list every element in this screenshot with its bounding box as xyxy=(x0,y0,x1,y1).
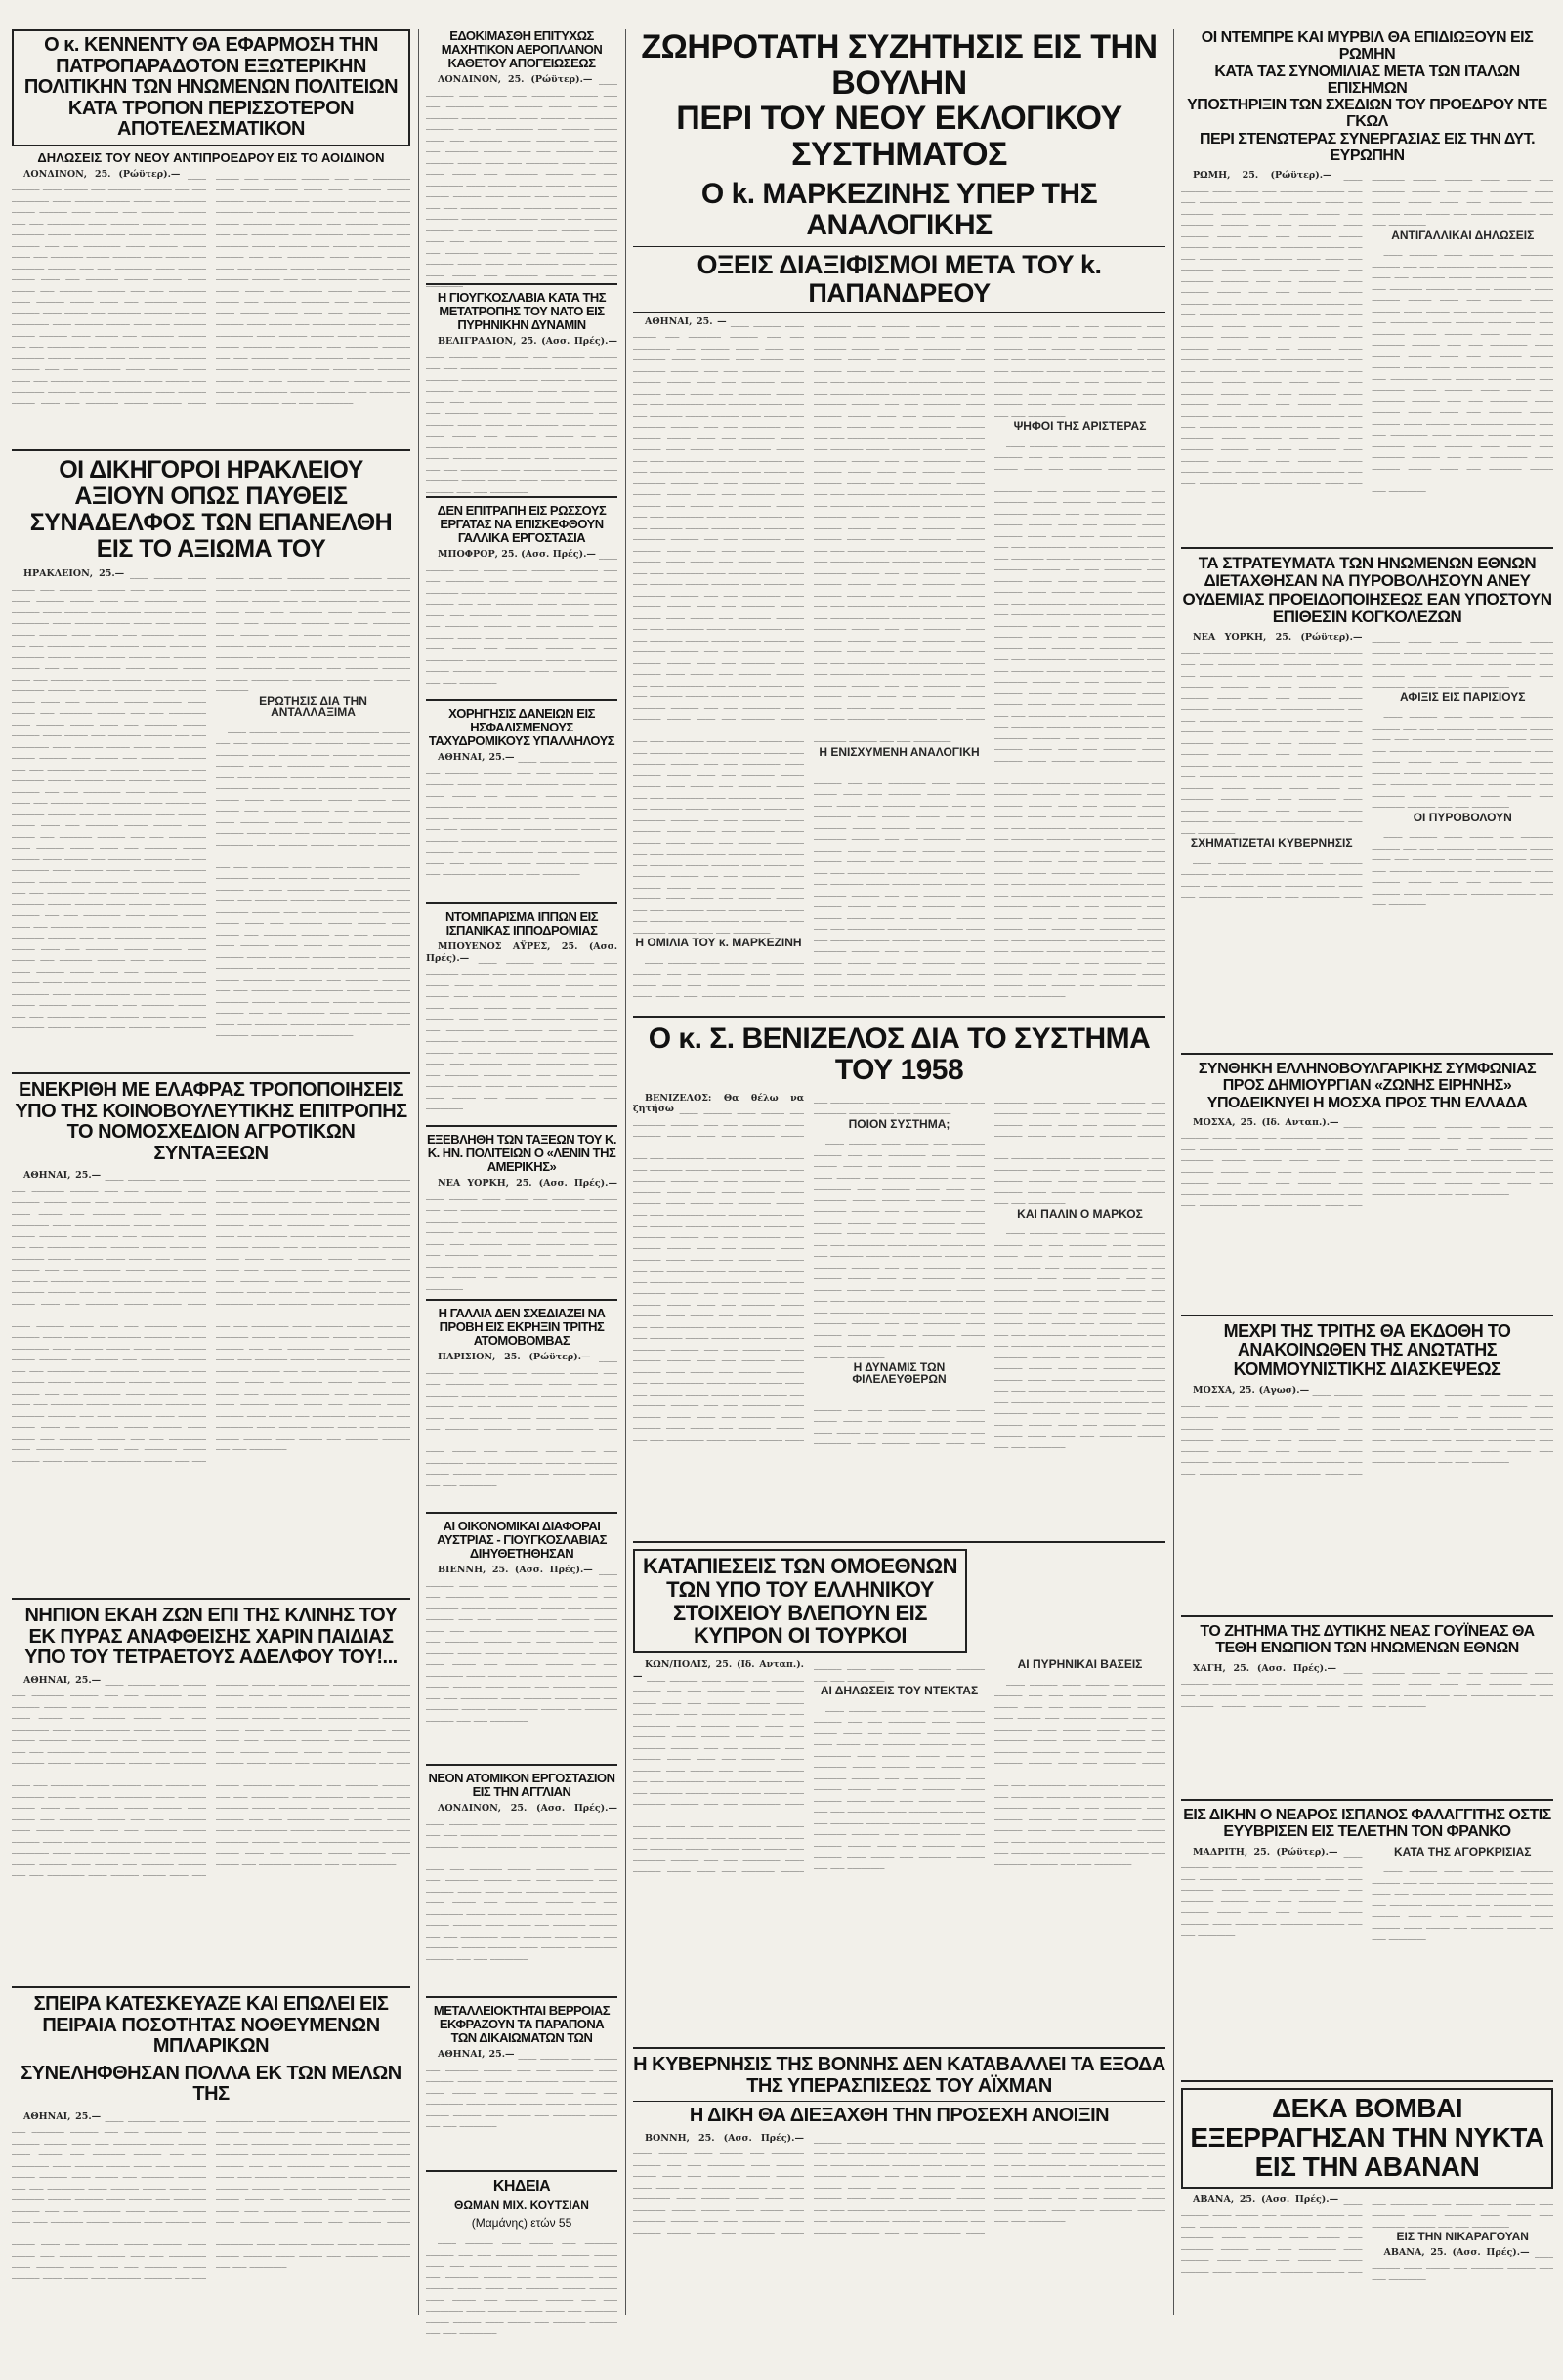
headline: ΚΑΤΑ ΤΑΣ ΣΥΝΟΜΙΛΙΑΣ ΜΕΤΑ ΤΩΝ ΙΤΑΛΩΝ ΕΠΙΣΗΜΩΝ xyxy=(1214,63,1520,97)
dateline: ΒΟΝΝΗ, 25. (Ασσ. Πρές).— xyxy=(645,2132,804,2144)
headline: Η ΔΙΚΗ ΘΑ ΔΙΕΞΑΧΘΗ ΤΗΝ ΠΡΟΣΕΧΗ ΑΝΟΙΞΙΝ xyxy=(689,2105,1110,2127)
dateline: ΑΘΗΝΑΙ, 25.— xyxy=(23,1674,102,1686)
story-spanish-falangist xyxy=(1181,1807,1553,2070)
dateline: ΛΟΝΔΙΝΟΝ, 25. (Ρώϋτερ).— xyxy=(438,74,593,86)
story-horse-doping xyxy=(426,910,617,1115)
story-parliament xyxy=(633,29,1165,1006)
dateline: ΑΘΗΝΑΙ, 25.— xyxy=(438,2049,515,2061)
subheadline: ΚΑΤΑ ΤΗΣ ΑΓΟΡΚΡΙΣΙΑΣ xyxy=(1394,1844,1532,1858)
article-body: ΚΩΝ/ΠΟΛΙΣ, 25. (Ιδ. Ανταπ.).— ____ ______ ____ _____ ___ _______ ______ ___ ___ ________ ____ ______ _____ ____ ___ _______ _____ ______ ____ _____ ___ _______ ______ ___ ___ ________ ____ ______ _____ ____ ___ _______ _____ ______ ____ _____ ___ _______ ______ ___ ___ ________ ____ ______ _____ ____ ___ _______ _____ ______ ____ _____ ___ _______ ______ ___ ___ ________ ____ ______ _____ ____ ___ _______ _____ ______ ____ _____ ___ _______ ______ ___ ___ ________ ____ ______ _____ ____ ___ _______ _____ ______ ____ _____ ___ _______ ______ ___ ___ ________ ____ ______ _____ ____ ___ _______ _____ ______ ____ _____ ___ _______ ______ ___ ___ ________ ____ ______ _____ ____ ___ _______ _____ ______ ____ _____ ___ _______ ______ ___ ___ ________ ΑΙ ΔΗΛΩΣΕΙΣ ΤΟΥ ΝΤΕΚΤΑΣ ____ ______ ____ _____ ___ _______ ______ ___ ___ ________ ____ ______ _____ ____ ___ _______ _____ ______ ____ _____ ___ _______ ______ ___ ___ ________ ____ ______ _____ ____ ___ _______ _____ ______ ____ _____ ___ _______ ______ ___ ___ ________ ____ ______ _____ ____ ___ _______ _____ ______ ____ _____ ___ _______ ______ ___ ___ ________ ____ ______ _____ ____ ___ _______ _____ ______ ____ _____ ___ _______ ______ ___ ___ ________ ____ ______ _____ ____ ___ _______ _____ ______ ____ _____ ___ _______ ______ ___ ___ ________ ΑΙ ΠΥΡΗΝΙΚΑΙ ΒΑΣΕΙΣ ____ ______ ____ _____ ___ _______ ______ ___ ___ ________ ____ ______ _____ ____ ___ _______ _____ ______ ____ _____ ___ _______ ______ ___ ___ ________ ____ ______ _____ ____ ___ _______ _____ ______ ____ _____ ___ _______ ______ ___ ___ ________ ____ ______ _____ ____ ___ _______ _____ ______ ____ _____ ___ _______ ______ ___ ___ ________ ____ ______ _____ ____ ___ _______ _____ ______ ____ _____ ___ _______ ______ ___ ___ ________ ____ ______ _____ ____ ___ _______ _____ ______ ____ _____ ___ _______ ______ ___ ___ ________ ____ ______ _____ ____ ___ _______ _____ ______ ____ _____ ___ _______ ______ ___ ___ ________ xyxy=(633,1657,1165,1872)
story-atomic-factory xyxy=(426,1772,617,1986)
subheadline: ΣΧΗΜΑΤΙΖΕΤΑΙ ΚΥΒΕΡΝΗΣΙΣ xyxy=(1190,836,1353,851)
story-venizelos xyxy=(633,1023,1165,1531)
subheadline: ΑΝΤΙΓΑΛΛΙΚΑΙ ΔΗΛΩΣΕΙΣ xyxy=(1391,228,1535,242)
dateline: ΑΒΑΝΑ, 25. (Ασσ. Πρές).— xyxy=(1383,2246,1530,2258)
headline: ΠΕΡΙ ΣΤΕΝΩΤΕΡΑΣ ΣΥΝΕΡΓΑΣΙΑΣ ΕΙΣ ΤΗΝ ΔΥΤ. ΕΥΡΩΠΗΝ xyxy=(1199,130,1536,164)
subheadline: ΨΗΦΟΙ ΤΗΣ ΑΡΙΣΤΕΡΑΣ xyxy=(1013,419,1147,434)
article-body: ΑΘΗΝΑΙ, 25.— ____ ______ ____ _____ ___ _______ ______ ___ ___ ________ ____ ______ _____ ____ ___ _______ _____ ______ ____ _____ ___ _______ ______ ___ ___ ________ ____ ______ _____ ____ ___ _______ _____ ______ ____ _____ ___ _______ ______ ___ ___ ________ ____ ______ _____ ____ ___ _______ _____ ______ ____ _____ ___ _______ ______ ___ ___ ________ ____ ______ _____ ____ ___ _______ _____ ______ ____ _____ ___ _______ ______ ___ ___ ________ ____ ______ _____ ____ ___ _______ _____ ______ ____ _____ ___ _______ ______ ___ ___ ________ ____ ______ _____ ____ ___ _______ _____ ______ ____ _____ ___ _______ ______ ___ ___ ________ ____ ______ _____ ____ ___ _______ _____ ______ ____ _____ ___ _______ ______ ___ ___ ________ ____ ______ _____ ____ ___ _______ _____ ______ ____ _____ ___ _______ ______ ___ ___ ________ ____ ______ _____ ____ ___ _______ _____ ______ ____ _____ ___ _______ ______ ___ ___ ________ ____ ______ _____ ____ ___ _______ _____ ______ ____ _____ ___ _______ ______ ___ ___ ________ ____ ______ _____ ____ ___ _______ _____ ______ ____ _____ ___ _______ ______ ___ ___ ________ ____ ______ _____ ____ ___ _______ _____ ______ ____ _____ ___ _______ ______ ___ ___ ________ xyxy=(12,2110,410,2279)
story-piraeus-ring xyxy=(12,1994,410,2346)
article-body: ΒΕΛΙΓΡΑΔΙΟΝ, 25. (Ασσ. Πρές).— ____ ______ ____ _____ ___ _______ ______ ___ ___ ________ ____ ______ _____ ____ ___ _______ _____ ______ ____ _____ ___ _______ ______ ___ ___ ________ ____ ______ _____ ____ ___ _______ _____ ______ ____ _____ ___ _______ ______ ___ ___ ________ ____ ______ _____ ____ ___ _______ _____ ______ ____ _____ ___ _______ ______ ___ ___ ________ ____ ______ _____ ____ ___ _______ _____ ______ ____ _____ ___ _______ ______ ___ ___ ________ ____ ______ _____ ____ ___ _______ _____ ______ ____ _____ ___ _______ ______ ___ ___ ________ xyxy=(426,336,617,493)
article-body: ΑΘΗΝΑΙ, 25.— ____ ______ ____ _____ ___ _______ ______ ___ ___ ________ ____ ______ _____ ____ ___ _______ _____ ______ ____ _____ ___ _______ ______ ___ ___ ________ ____ ______ _____ ____ ___ _______ _____ ______ ____ _____ ___ _______ ______ ___ ___ ________ ____ ______ _____ ____ ___ _______ _____ ______ ____ _____ ___ _______ ______ ___ ___ ________ ____ ______ _____ ____ ___ _______ _____ ______ ____ _____ ___ _______ ______ ___ ___ ________ ____ ______ _____ ____ ___ _______ _____ ______ ____ _____ ___ _______ ______ ___ ___ ________ ____ ______ _____ ____ ___ _______ _____ ______ ____ _____ ___ _______ ______ ___ ___ ________ ____ ______ _____ ____ ___ _______ _____ ______ ____ _____ ___ _______ ______ ___ ___ ________ ____ ______ _____ ____ ___ _______ _____ ______ ____ _____ ___ _______ ______ ___ ___ ________ ____ ______ _____ ____ ___ _______ _____ ______ ____ _____ ___ _______ ______ ___ ___ ________ ____ ______ _____ ____ ___ _______ _____ ______ ____ _____ ___ _______ ______ ___ ___ ________ ____ ______ _____ ____ ___ _______ _____ ______ ____ _____ ___ _______ ______ ___ ___ ________ ____ ______ _____ ____ ___ _______ _____ ______ ____ _____ ___ _______ ______ ___ ___ ________ ____ ______ _____ ____ ___ _______ _____ ______ ____ _____ ___ _______ ______ ___ ___ ________ ____ ______ _____ ____ ___ _______ _____ ______ ____ _____ ___ _______ ______ ___ ___ ________ ____ ______ _____ ____ ___ _______ _____ ______ ____ _____ ___ _______ ______ ___ ___ ________ xyxy=(12,1674,410,1877)
headline: ΝΤΟΜΠΑΡΙΣΜΑ ΙΠΠΩΝ ΕΙΣ ΙΣΠΑΝΙΚΑΣ ΙΠΠΟΔΡΟΜΙΑΣ xyxy=(444,909,599,939)
story-bonn xyxy=(633,2055,1165,2338)
headline: Η ΓΑΛΛΙΑ ΔΕΝ ΣΧΕΔΙΑΖΕΙ ΝΑ ΠΡΟΒΗ ΕΙΣ ΕΚΡΗΞΙΝ ΤΡΙΤΗΣ ΑΤΟΜΟΒΟΜΒΑΣ xyxy=(438,1306,606,1349)
article-body: ΛΟΝΔΙΝΟΝ, 25. (Ρώϋτερ).— ____ ______ ____ _____ ___ _______ ______ ___ ___ ________ ____ ______ _____ ____ ___ _______ _____ ______ ____ _____ ___ _______ ______ ___ ___ ________ ____ ______ _____ ____ ___ _______ _____ ______ ____ _____ ___ _______ ______ ___ ___ ________ ____ ______ _____ ____ ___ _______ _____ ______ ____ _____ ___ _______ ______ ___ ___ ________ ____ ______ _____ ____ ___ _______ _____ ______ ____ _____ ___ _______ ______ ___ ___ ________ ____ ______ _____ ____ ___ _______ _____ ______ ____ _____ ___ _______ ______ ___ ___ ________ ____ ______ _____ ____ ___ _______ _____ ______ ____ _____ ___ _______ ______ ___ ___ ________ ____ ______ _____ ____ ___ _______ _____ ______ ____ _____ ___ _______ ______ ___ ___ ________ ____ ______ _____ ____ ___ _______ _____ ______ ____ _____ ___ _______ ______ ___ ___ ________ ____ ______ _____ ____ ___ _______ _____ ______ ____ _____ ___ _______ ______ ___ ___ ________ ____ ______ _____ ____ ___ _______ _____ ______ ____ _____ ___ _______ ______ ___ ___ ________ ____ ______ _____ ____ ___ _______ _____ ______ ____ _____ ___ _______ ______ ___ ___ ________ ____ ______ _____ ____ ___ _______ _____ ______ ____ _____ ___ _______ ______ ___ ___ ________ ____ ______ _____ ____ ___ _______ _____ ______ ____ _____ ___ _______ ______ ___ ___ ________ ____ ______ _____ ____ ___ _______ _____ ______ ____ _____ ___ _______ ______ ___ ___ ________ ____ ______ _____ ____ ___ _______ _____ ______ ____ _____ ___ _______ ______ ___ ___ ________ ____ ______ _____ ____ ___ _______ _____ ______ ____ _____ ___ _______ ______ ___ ___ ________ ____ ______ _____ ____ ___ _______ _____ ______ ____ _____ ___ _______ ______ ___ ___ ________ ____ ______ _____ ____ ___ _______ _____ ______ ____ _____ ___ _______ ______ ___ ___ ________ xyxy=(12,168,410,404)
subheadline: ΑΦΙΞΙΣ ΕΙΣ ΠΑΡΙΣΙΟΥΣ xyxy=(1400,689,1526,704)
dateline: ΑΘΗΝΑΙ, 25.— xyxy=(438,752,515,764)
dateline: ΠΑΡΙΣΙΟΝ, 25. (Ρώϋτερ).— xyxy=(438,1352,591,1363)
article-body: ΜΠΟΦΡΟΡ, 25. (Ασσ. Πρές).— ____ ______ ____ _____ ___ _______ ______ ___ ___ ________ ____ ______ _____ ____ ___ _______ _____ ______ ____ _____ ___ _______ ______ ___ ___ ________ ____ ______ _____ ____ ___ _______ _____ ______ ____ _____ ___ _______ ______ ___ ___ ________ ____ ______ _____ ____ ___ _______ _____ ______ ____ _____ ___ _______ ______ ___ ___ ________ ____ ______ _____ ____ ___ _______ _____ ______ ____ _____ ___ _______ ______ ___ ___ ________ xyxy=(426,549,617,684)
story-lenin-america xyxy=(426,1133,617,1289)
story-aircraft xyxy=(426,28,617,288)
dateline: ΝΕΑ ΥΟΡΚΗ, 25. (Ασσ. Πρές).— xyxy=(438,1178,617,1190)
subheadline: Η ΔΥΝΑΜΙΣ ΤΩΝ ΦΙΛΕΛΕΥΘΕΡΩΝ xyxy=(852,1360,947,1386)
headline: Ο κ. ΚΕΝΝΕΝΤΥ ΘΑ ΕΦΑΡΜΟΣΗ ΤΗΝ ΠΑΤΡΟΠΑΡΑΔΟΤΟΝ ΕΞΩΤΕΡΙΚΗΝ ΠΟΛΙΤΙΚΗΝ ΤΩΝ ΗΝΩΜΕΝΩΝ ΠΟΛΙΤΕΙΩΝ ΚΑΤΑ ΤΡΟΠΟΝ ΠΕΡΙΣΣΟΤΕΡΟΝ ΑΠΟΤΕΛΕΣΜΑΤΙΚΟΝ xyxy=(12,29,410,146)
headline: Η ΚΥΒΕΡΝΗΣΙΣ ΤΗΣ ΒΟΝΝΗΣ ΔΕΝ ΚΑΤΑΒΑΛΛΕΙ ΤΑ ΕΞΟΔΑ ΤΗΣ ΥΠΕΡΑΣΠΙΣΕΩΣ ΤΟΥ ΑΪΧΜΑΝ xyxy=(633,2055,1165,2102)
subheadline: ΚΑΙ ΠΑΛΙΝ Ο ΜΑΡΚΟΣ xyxy=(1017,1206,1143,1221)
story-austria-yugoslavia xyxy=(426,1520,617,1754)
headline: ΟΙ ΝΤΕΜΠΡΕ ΚΑΙ ΜΥΡΒΙΛ ΘΑ ΕΠΙΔΙΩΞΟΥΝ ΕΙΣ ΡΩΜΗΝ xyxy=(1201,29,1534,63)
subheadline: ΕΙΣ ΤΗΝ ΝΙΚΑΡΑΓΟΥΑΝ xyxy=(1396,2230,1529,2244)
story-veria-miners xyxy=(426,2004,617,2160)
article-body: ΑΘΗΝΑΙ, 25.— ____ ______ ____ _____ ___ _______ ______ ___ ___ ________ ____ ______ _____ ____ ___ _______ _____ ______ ____ _____ ___ _______ ______ ___ ___ ________ ____ ______ _____ ____ ___ _______ _____ ______ ____ _____ ___ _______ ______ ___ ___ ________ ____ ______ _____ ____ ___ _______ _____ ______ ____ _____ ___ _______ ______ ___ ___ ________ ____ ______ _____ ____ ___ _______ _____ ______ ____ _____ ___ _______ ______ ___ ___ ________ ____ ______ _____ ____ ___ _______ _____ ______ ____ _____ ___ _______ ______ ___ ___ ________ ____ ______ _____ ____ ___ _______ _____ ______ ____ _____ ___ _______ ______ ___ ___ ________ ____ ______ _____ ____ ___ _______ _____ ______ ____ _____ ___ _______ ______ ___ ___ ________ ____ ______ _____ ____ ___ _______ _____ ______ ____ _____ ___ _______ ______ ___ ___ ________ ____ ______ _____ ____ ___ _______ _____ ______ ____ _____ ___ _______ ______ ___ ___ ________ ____ ______ _____ ____ ___ _______ _____ ______ ____ _____ ___ _______ ______ ___ ___ ________ ____ ______ _____ ____ ___ _______ _____ ______ ____ _____ ___ _______ ______ ___ ___ ________ ____ ______ _____ ____ ___ _______ _____ ______ ____ _____ ___ _______ ______ ___ ___ ________ ____ ______ _____ ____ ___ _______ _____ ______ ____ _____ ___ _______ ______ ___ ___ ________ ____ ______ _____ ____ ___ _______ _____ ______ ____ _____ ___ _______ ______ ___ ___ ________ ____ ______ _____ ____ ___ _______ _____ ______ ____ _____ ___ _______ ______ ___ ___ ________ ____ ______ _____ ____ ___ _______ _____ ______ ____ _____ ___ _______ ______ ___ ___ ________ ____ ______ _____ ____ ___ _______ _____ ______ ____ _____ ___ _______ ______ ___ ___ ________ ____ ______ _____ ____ ___ _______ _____ ______ ____ _____ ___ _______ ______ ___ ___ ________ ____ ______ _____ ____ ___ _______ _____ ______ ____ _____ ___ _______ ______ ___ ___ ________ ____ ______ _____ ____ ___ _______ _____ ______ ____ _____ ___ _______ ______ ___ ___ ________ ____ ______ _____ ____ ___ _______ _____ ______ ____ _____ ___ _______ ______ ___ ___ ________ ____ ______ _____ ____ ___ _______ _____ ______ ____ _____ ___ _______ ______ ___ ___ ________ xyxy=(12,1170,410,1462)
dateline: ΒΕΝΙΖΕΛΟΣ: Θα θέλω να ζητήσω xyxy=(633,1092,804,1115)
article-body: ΠΑΡΙΣΙΟΝ, 25. (Ρώϋτερ).— ____ ______ ____ _____ ___ _______ ______ ___ ___ ________ ____ ______ _____ ____ ___ _______ _____ ______ ____ _____ ___ _______ ______ ___ ___ ________ ____ ______ _____ ____ ___ _______ _____ ______ ____ _____ ___ _______ ______ ___ ___ ________ ____ ______ _____ ____ ___ _______ _____ ______ ____ _____ ___ _______ ______ ___ ___ ________ ____ ______ _____ ____ ___ _______ _____ ______ ____ _____ ___ _______ ______ ___ ___ ________ xyxy=(426,1352,617,1486)
headline: ΜΕΧΡΙ ΤΗΣ ΤΡΙΤΗΣ ΘΑ ΕΚΔΟΘΗ ΤΟ ΑΝΑΚΟΙΝΩΘΕΝ ΤΗΣ ΑΝΩΤΑΤΗΣ ΚΟΜΜΟΥΝΙΣΤΙΚΗΣ ΔΙΑΣΚΕΨΕΩΣ xyxy=(1223,1321,1511,1379)
subheadline: ΣΥΝΕΛΗΦΘΗΣΑΝ ΠΟΛΛΑ ΕΚ ΤΩΝ ΜΕΛΩΝ ΤΗΣ xyxy=(21,2062,401,2106)
story-russian-workers xyxy=(426,504,617,689)
story-heraklion-lawyers xyxy=(12,457,410,1063)
column-rule xyxy=(625,29,626,2315)
article-body: ΒΕΝΙΖΕΛΟΣ: Θα θέλω να ζητήσω ____ ______ ____ _____ ___ _______ ______ ___ ___ ________ ____ ______ _____ ____ ___ _______ _____ ______ ____ _____ ___ _______ ______ ___ ___ ________ ____ ______ _____ ____ ___ _______ _____ ______ ____ _____ ___ _______ ______ ___ ___ ________ ____ ______ _____ ____ ___ _______ _____ ______ ____ _____ ___ _______ ______ ___ ___ ________ ____ ______ _____ ____ ___ _______ _____ ______ ____ _____ ___ _______ ______ ___ ___ ________ ____ ______ _____ ____ ___ _______ _____ ______ ____ _____ ___ _______ ______ ___ ___ ________ ____ ______ _____ ____ ___ _______ _____ ______ ____ _____ ___ _______ ______ ___ ___ ________ ____ ______ _____ ____ ___ _______ _____ ______ ____ _____ ___ _______ ______ ___ ___ ________ ____ ______ _____ ____ ___ _______ _____ ______ ____ _____ ___ _______ ______ ___ ___ ________ ____ ______ _____ ____ ___ _______ _____ ______ ____ _____ ___ _______ ______ ___ ___ ________ ____ ______ _____ ____ ___ _______ _____ ______ ____ _____ ___ _______ ______ ___ ___ ________ ____ ______ _____ ____ ___ _______ _____ ______ ____ _____ ___ _______ ______ ___ ___ ________ ____ ______ _____ ____ ___ _______ _____ ______ ____ _____ ___ _______ ______ ___ ___ ________ ΠΟΙΟΝ ΣΥΣΤΗΜΑ; ____ ______ ____ _____ ___ _______ ______ ___ ___ ________ ____ ______ _____ ____ ___ _______ _____ ______ ____ _____ ___ _______ ______ ___ ___ ________ ____ ______ _____ ____ ___ _______ _____ ______ ____ _____ ___ _______ ______ ___ ___ ________ ____ ______ _____ ____ ___ _______ _____ ______ ____ _____ ___ _______ ______ ___ ___ ________ ____ ______ _____ ____ ___ _______ _____ ______ ____ _____ ___ _______ ______ ___ ___ ________ ____ ______ _____ ____ ___ _______ _____ ______ ____ _____ ___ _______ ______ ___ ___ ________ ____ ______ _____ ____ ___ _______ _____ ______ ____ _____ ___ _______ ______ ___ ___ ________ ____ ______ _____ ____ ___ _______ _____ ______ ____ _____ ___ _______ ______ ___ ___ ________ Η ΔΥΝΑΜΙΣ ΤΩΝ ΦΙΛΕΛΕΥΘΕΡΩΝ ____ ______ ____ _____ ___ _______ ______ ___ ___ ________ ____ ______ _____ ____ ___ _______ _____ ______ ____ _____ ___ _______ ______ ___ ___ ________ ____ ______ _____ ____ ___ _______ _____ ______ ____ _____ ___ _______ ______ ___ ___ ________ ____ ______ _____ ____ ___ _______ _____ ______ ____ _____ ___ _______ ______ ___ ___ ________ ____ ______ _____ ____ ___ _______ _____ ______ ____ _____ ___ _______ ______ ___ ___ ________ ____ ______ _____ ____ ___ _______ _____ ______ ____ _____ ___ _______ ______ ___ ___ ________ ΚΑΙ ΠΑΛΙΝ Ο ΜΑΡΚΟΣ ____ ______ ____ _____ ___ _______ ______ ___ ___ ________ ____ ______ _____ ____ ___ _______ _____ ______ ____ _____ ___ _______ ______ ___ ___ ________ ____ ______ _____ ____ ___ _______ _____ ______ ____ _____ ___ _______ ______ ___ ___ ________ ____ ______ _____ ____ ___ _______ _____ ______ ____ _____ ___ _______ ______ ___ ___ ________ ____ ______ _____ ____ ___ _______ _____ ______ ____ _____ ___ _______ ______ ___ ___ ________ ____ ______ _____ ____ ___ _______ _____ ______ ____ _____ ___ _______ ______ ___ ___ ________ ____ ______ _____ ____ ___ _______ _____ ______ ____ _____ ___ _______ ______ ___ ___ ________ ____ ______ _____ ____ ___ _______ _____ ______ ____ _____ ___ _______ ______ ___ ___ ________ xyxy=(633,1092,1165,1448)
dateline: ΧΑΓΗ, 25. (Ασσ. Πρές).— xyxy=(1193,1662,1336,1674)
article-body: ____ ______ ____ _____ ___ _______ ______ ___ ___ ________ ____ ______ _____ ____ ___ _______ _____ ______ ____ _____ ___ _______ ______ ___ ___ ________ ____ ______ _____ ____ ___ _______ _____ ______ ____ _____ ___ _______ ______ ___ ___ ________ ____ ______ _____ ____ ___ _______ _____ ______ ____ _____ ___ _______ ______ ___ ___ ________ xyxy=(426,2234,617,2335)
headline: ΕΝΕΚΡΙΘΗ ΜΕ ΕΛΑΦΡΑΣ ΤΡΟΠΟΠΟΙΗΣΕΙΣ ΥΠΟ ΤΗΣ ΚΟΙΝΟΒΟΥΛΕΥΤΙΚΗΣ ΕΠΙΤΡΟΠΗΣ ΤΟ ΝΟΜΟΣΧΕΔΙΟΝ ΑΓΡΟΤΙΚΩΝ ΣΥΝΤΑΞΕΩΝ xyxy=(15,1079,407,1164)
obituary xyxy=(426,2178,617,2354)
dateline: ΝΕΑ ΥΟΡΚΗ, 25. (Ρώϋτερ).— xyxy=(1193,632,1363,644)
article-body: ΜΠΟΥΕΝΟΣ ΑΫΡΕΣ, 25. (Ασσ. Πρές).— ____ ______ ____ _____ ___ _______ ______ ___ ___ ________ ____ ______ _____ ____ ___ _______ _____ ______ ____ _____ ___ _______ ______ ___ ___ ________ ____ ______ _____ ____ ___ _______ _____ ______ ____ _____ ___ _______ ______ ___ ___ ________ ____ ______ _____ ____ ___ _______ _____ ______ ____ _____ ___ _______ ______ ___ ___ ________ ____ ______ _____ ____ ___ _______ _____ ______ ____ _____ ___ _______ ______ ___ ___ ________ ____ ______ _____ ____ ___ _______ _____ ______ ____ _____ ___ _______ ______ ___ ___ ________ xyxy=(426,941,617,1110)
story-communist-conference xyxy=(1181,1322,1553,1606)
dateline: ΜΠΟΥΕΝΟΣ ΑΫΡΕΣ, 25. (Ασσ. Πρές).— xyxy=(426,941,617,964)
story-un-troops xyxy=(1181,555,1553,1043)
story-kennedy xyxy=(12,29,410,439)
obituary-name: ΘΩΜΑΝ ΜΙΧ. ΚΟΥΤΣΙΑΝ xyxy=(454,2198,589,2213)
subheadline: Η ΕΝΙΣΧΥΜΕΝΗ ΑΝΑΛΟΓΙΚΗ xyxy=(819,744,980,759)
subheadline: ΠΟΙΟΝ ΣΥΣΤΗΜΑ; xyxy=(848,1116,950,1131)
headline: Η ΓΙΟΥΓΚΟΣΛΑΒΙΑ ΚΑΤΑ ΤΗΣ ΜΕΤΑΤΡΟΠΗΣ ΤΟΥ ΝΑΤΟ ΕΙΣ ΠΥΡΗΝΙΚΗΝ ΔΥΝΑΜΙΝ xyxy=(437,290,607,333)
headline: ΟΙ ΔΙΚΗΓΟΡΟΙ ΗΡΑΚΛΕΙΟΥ ΑΞΙΟΥΝ ΟΠΩΣ ΠΑΥΘΕΙΣ ΣΥΝΑΔΕΛΦΟΣ ΤΩΝ ΕΠΑΝΕΛΘΗ ΕΙΣ ΤΟ ΑΞΙΩΜΑ ΤΟΥ xyxy=(29,456,393,563)
story-peace-zone xyxy=(1181,1061,1553,1305)
dateline: ΗΡΑΚΛΕΙΟΝ, 25.— xyxy=(23,568,125,579)
obituary-age: (Μαμάνης) ετών 55 xyxy=(471,2216,572,2231)
dateline: ΛΟΝΔΙΝΟΝ, 25. (Ρώϋτερ).— xyxy=(23,168,181,180)
headline: ΧΟΡΗΓΗΣΙΣ ΔΑΝΕΙΩΝ ΕΙΣ ΗΣΦΑΛΙΣΜΕΝΟΥΣ ΤΑΧΥΔΡΟΜΙΚΟΥΣ ΥΠΑΛΛΗΛΟΥΣ xyxy=(428,706,615,749)
headline: ΚΗΔΕΙΑ xyxy=(492,2178,551,2194)
headline: ΔΕΝ ΕΠΙΤΡΑΠΗ ΕΙΣ ΡΩΣΣΟΥΣ ΕΡΓΑΤΑΣ ΝΑ ΕΠΙΣΚΕΦΘΟΥΝ ΓΑΛΛΙΚΑ ΕΡΓΟΣΤΑΣΙΑ xyxy=(437,503,607,546)
article-body: ΝΕΑ ΥΟΡΚΗ, 25. (Ρώϋτερ).— ____ ______ ____ _____ ___ _______ ______ ___ ___ ________ ____ ______ _____ ____ ___ _______ _____ ______ ____ _____ ___ _______ ______ ___ ___ ________ ____ ______ _____ ____ ___ _______ _____ ______ ____ _____ ___ _______ ______ ___ ___ ________ ____ ______ _____ ____ ___ _______ _____ ______ ____ _____ ___ _______ ______ ___ ___ ________ ____ ______ _____ ____ ___ _______ _____ ______ ____ _____ ___ _______ ______ ___ ___ ________ ____ ______ _____ ____ ___ _______ _____ ______ ____ _____ ___ _______ ______ ___ ___ ________ ____ ______ _____ ____ ___ _______ _____ ______ ____ _____ ___ _______ ______ ___ ___ ________ ΣΧΗΜΑΤΙΖΕΤΑΙ ΚΥΒΕΡΝΗΣΙΣ ____ ______ ____ _____ ___ _______ ______ ___ ___ ________ ____ ______ _____ ____ ___ _______ _____ ______ ____ _____ ___ _______ ______ ___ ___ ________ ____ ______ _____ ____ ___ _______ _____ ______ ____ _____ ___ _______ ______ ___ ___ ________ ____ ______ _____ ____ ___ _______ _____ ______ ____ _____ ___ _______ ______ ___ ___ ________ ΑΦΙΞΙΣ ΕΙΣ ΠΑΡΙΣΙΟΥΣ ____ ______ ____ _____ ___ _______ ______ ___ ___ ________ ____ ______ _____ ____ ___ _______ _____ ______ ____ _____ ___ _______ ______ ___ ___ ________ ____ ______ _____ ____ ___ _______ _____ ______ ____ _____ ___ _______ ______ ___ ___ ________ ____ ______ _____ ____ ___ _______ _____ ______ ____ _____ ___ _______ ______ ___ ___ ________ ΟΙ ΠΥΡΟΒΟΛΟΥΝ ____ ______ ____ _____ ___ _______ ______ ___ ___ ________ ____ ______ _____ ____ ___ _______ _____ ______ ____ _____ ___ _______ ______ ___ ___ ________ ____ ______ _____ ____ ___ _______ _____ ______ ____ _____ ___ _______ ______ ___ ___ ________ xyxy=(1181,632,1553,906)
story-havana-bombs xyxy=(1181,2088,1553,2371)
article-body: ΡΩΜΗ, 25. (Ρώϋτερ).— ____ ______ ____ _____ ___ _______ ______ ___ ___ ________ ____ ______ _____ ____ ___ _______ _____ ______ ____ _____ ___ _______ ______ ___ ___ ________ ____ ______ _____ ____ ___ _______ _____ ______ ____ _____ ___ _______ ______ ___ ___ ________ ____ ______ _____ ____ ___ _______ _____ ______ ____ _____ ___ _______ ______ ___ ___ ________ ____ ______ _____ ____ ___ _______ _____ ______ ____ _____ ___ _______ ______ ___ ___ ________ ____ ______ _____ ____ ___ _______ _____ ______ ____ _____ ___ _______ ______ ___ ___ ________ ____ ______ _____ ____ ___ _______ _____ ______ ____ _____ ___ _______ ______ ___ ___ ________ ____ ______ _____ ____ ___ _______ _____ ______ ____ _____ ___ _______ ______ ___ ___ ________ ____ ______ _____ ____ ___ _______ _____ ______ ____ _____ ___ _______ ______ ___ ___ ________ ____ ______ _____ ____ ___ _______ _____ ______ ____ _____ ___ _______ ______ ___ ___ ________ ____ ______ _____ ____ ___ _______ _____ ______ ____ _____ ___ _______ ______ ___ ___ ________ ____ ______ _____ ____ ___ _______ _____ ______ ____ _____ ___ _______ ______ ___ ___ ________ ____ ______ _____ ____ ___ _______ _____ ______ ____ _____ ___ _______ ______ ___ ___ ________ ΑΝΤΙΓΑΛΛΙΚΑΙ ΔΗΛΩΣΕΙΣ ____ ______ ____ _____ ___ _______ ______ ___ ___ ________ ____ ______ _____ ____ ___ _______ _____ ______ ____ _____ ___ _______ ______ ___ ___ ________ ____ ______ _____ ____ ___ _______ _____ ______ ____ _____ ___ _______ ______ ___ ___ ________ ____ ______ _____ ____ ___ _______ _____ ______ ____ _____ ___ _______ ______ ___ ___ ________ ____ ______ _____ ____ ___ _______ _____ ______ ____ _____ ___ _______ ______ ___ ___ ________ ____ ______ _____ ____ ___ _______ _____ ______ ____ _____ ___ _______ ______ ___ ___ ________ ____ ______ _____ ____ ___ _______ _____ ______ ____ _____ ___ _______ ______ ___ ___ ________ ____ ______ _____ ____ ___ _______ _____ ______ ____ _____ ___ _______ ______ ___ ___ ________ ____ ______ _____ ____ ___ _______ _____ ______ ____ _____ ___ _______ ______ ___ ___ ________ xyxy=(1181,170,1553,492)
subheadline: Η ΟΜΙΛΙΑ ΤΟΥ κ. ΜΑΡΚΕΖΙΝΗ xyxy=(635,936,802,950)
subheadline: ΑΙ ΠΥΡΗΝΙΚΑΙ ΒΑΣΕΙΣ xyxy=(1017,1657,1143,1671)
headline: ΕΔΟΚΙΜΑΣΘΗ ΕΠΙΤΥΧΩΣ ΜΑΧΗΤΙΚΟΝ ΑΕΡΟΠΛΑΝΟΝ ΚΑΘΕΤΟΥ ΑΠΟΓΕΙΩΣΕΩΣ xyxy=(441,28,603,71)
subheadline: ΑΙ ΔΗΛΩΣΕΙΣ ΤΟΥ ΝΤΕΚΤΑΣ xyxy=(820,1684,979,1697)
story-yugoslavia-nato xyxy=(426,290,617,493)
dateline: ΜΟΣΧΑ, 25. (Αγωσ).— xyxy=(1193,1385,1310,1397)
column-center xyxy=(633,29,1165,2315)
dateline: ΚΩΝ/ΠΟΛΙΣ, 25. (Ιδ. Ανταπ.).— xyxy=(633,1659,804,1682)
article-body: ΛΟΝΔΙΝΟΝ, 25. (Ρώϋτερ).— ____ ______ ____ _____ ___ _______ ______ ___ ___ ________ ____ ______ _____ ____ ___ _______ _____ ______ ____ _____ ___ _______ ______ ___ ___ ________ ____ ______ _____ ____ ___ _______ _____ ______ ____ _____ ___ _______ ______ ___ ___ ________ ____ ______ _____ ____ ___ _______ _____ ______ ____ _____ ___ _______ ______ ___ ___ ________ ____ ______ _____ ____ ___ _______ _____ ______ ____ _____ ___ _______ ______ ___ ___ ________ ____ ______ _____ ____ ___ _______ _____ ______ ____ _____ ___ _______ ______ ___ ___ ________ ____ ______ _____ ____ ___ _______ _____ ______ ____ _____ ___ _______ ______ ___ ___ ________ ____ ______ _____ ____ ___ _______ _____ ______ ____ _____ ___ _______ ______ ___ ___ ________ xyxy=(426,74,617,288)
headline: ΤΑ ΣΤΡΑΤΕΥΜΑΤΑ ΤΩΝ ΗΝΩΜΕΝΩΝ ΕΘΝΩΝ ΔΙΕΤΑΧΘΗΣΑΝ ΝΑ ΠΥΡΟΒΟΛΗΣΟΥΝ ΑΝΕΥ ΟΥΔΕΜΙΑΣ ΠΡΟΕΙΔΟΠΟΙΗΣΕΩΣ ΕΑΝ ΥΠΟΣΤΟΥΝ ΕΠΙΘΕΣΙΝ ΚΟΓΚΟΛΕΖΩΝ xyxy=(1182,554,1552,627)
dateline: ΒΙΕΝΝΗ, 25. (Ασσ. Πρές).— xyxy=(438,1565,593,1576)
headline: ΕΙΣ ΔΙΚΗΝ Ο ΝΕΑΡΟΣ ΙΣΠΑΝΟΣ ΦΑΛΑΓΓΙΤΗΣ ΟΣΤΙΣ ΕΥΥΒΡΙΣΕΝ ΕΙΣ ΤΕΛΕΤΗΝ ΤΟΝ ΦΡΑΝΚΟ xyxy=(1183,1807,1551,1841)
column-left xyxy=(12,29,410,2315)
column-rule xyxy=(1173,29,1174,2315)
headline: ΖΩΗΡΟΤΑΤΗ ΣΥΖΗΤΗΣΙΣ ΕΙΣ ΤΗΝ ΒΟΥΛΗΝ xyxy=(641,28,1158,102)
dateline: ΑΘΗΝΑΙ, 25.— xyxy=(23,2110,102,2122)
subheadline: ΕΡΩΤΗΣΙΣ ΔΙΑ ΤΗΝ ΑΝΤΑΛΛΑΞΙΜΑ xyxy=(259,693,367,719)
subheadline: ΔΗΛΩΣΕΙΣ ΤΟΥ ΝΕΟΥ ΑΝΤΙΠΡΟΕΔΡΟΥ ΕΙΣ ΤΟ ΑΟΙΔΙΝΟΝ xyxy=(37,149,385,165)
column-right xyxy=(1181,29,1553,2315)
article-body: ΜΟΣΧΑ, 25. (Ιδ. Ανταπ.).— ____ ______ ____ _____ ___ _______ ______ ___ ___ ________ ____ ______ _____ ____ ___ _______ _____ ______ ____ _____ ___ _______ ______ ___ ___ ________ ____ ______ _____ ____ ___ _______ _____ ______ ____ _____ ___ _______ ______ ___ ___ ________ ____ ______ _____ ____ ___ _______ _____ ______ ____ _____ ___ _______ ______ ___ ___ ________ ____ ______ _____ ____ ___ _______ _____ ______ ____ _____ ___ _______ ______ ___ ___ ________ ____ ______ _____ ____ ___ _______ _____ ______ ____ _____ ___ _______ ______ ___ ___ ________ xyxy=(1181,1116,1553,1207)
dateline: ΛΟΝΔΙΝΟΝ, 25. (Ασσ. Πρές).— xyxy=(438,1803,617,1815)
article-body: ΒΙΕΝΝΗ, 25. (Ασσ. Πρές).— ____ ______ ____ _____ ___ _______ ______ ___ ___ ________ ____ ______ _____ ____ ___ _______ _____ ______ ____ _____ ___ _______ ______ ___ ___ ________ ____ ______ _____ ____ ___ _______ _____ ______ ____ _____ ___ _______ ______ ___ ___ ________ ____ ______ _____ ____ ___ _______ _____ ______ ____ _____ ___ _______ ______ ___ ___ ________ ____ ______ _____ ____ ___ _______ _____ ______ ____ _____ ___ _______ ______ ___ ___ ________ ____ ______ _____ ____ ___ _______ _____ ______ ____ _____ ___ _______ ______ ___ ___ ________ xyxy=(426,1565,617,1722)
story-infant-fire xyxy=(12,1606,410,1977)
headline: ΠΕΡΙ ΤΟΥ ΝΕΟΥ ΕΚΛΟΓΙΚΟΥ ΣΥΣΤΗΜΑΤΟΣ xyxy=(676,100,1122,174)
headline: ΕΞΕΒΛΗΘΗ ΤΩΝ ΤΑΞΕΩΝ ΤΟΥ Κ. Κ. ΗΝ. ΠΟΛΙΤΕΙΩΝ Ο «ΛΕΝΙΝ ΤΗΣ ΑΜΕΡΙΚΗΣ» xyxy=(427,1132,616,1175)
headline: ΥΠΟΣΤΗΡΙΞΙΝ ΤΩΝ ΣΧΕΔΙΩΝ ΤΟΥ ΠΡΟΕΔΡΟΥ ΝΤΕ ΓΚΩΛ xyxy=(1187,97,1547,131)
article-body: ΑΘΗΝΑΙ, 25. — ____ ______ ____ _____ ___ _______ ______ ___ ___ ________ ____ ______ _____ ____ ___ _______ _____ ______ ____ _____ ___ _______ ______ ___ ___ ________ ____ ______ _____ ____ ___ _______ _____ ______ ____ _____ ___ _______ ______ ___ ___ ________ ____ ______ _____ ____ ___ _______ _____ ______ ____ _____ ___ _______ ______ ___ ___ ________ ____ ______ _____ ____ ___ _______ _____ ______ ____ _____ ___ _______ ______ ___ ___ ________ ____ ______ _____ ____ ___ _______ _____ ______ ____ _____ ___ _______ ______ ___ ___ ________ ____ ______ _____ ____ ___ _______ _____ ______ ____ _____ ___ _______ ______ ___ ___ ________ ____ ______ _____ ____ ___ _______ _____ ______ ____ _____ ___ _______ ______ ___ ___ ________ ____ ______ _____ ____ ___ _______ _____ ______ ____ _____ ___ _______ ______ ___ ___ ________ ____ ______ _____ ____ ___ _______ _____ ______ ____ _____ ___ _______ ______ ___ ___ ________ ____ ______ _____ ____ ___ _______ _____ ______ ____ _____ ___ _______ ______ ___ ___ ________ ____ ______ _____ ____ ___ _______ _____ ______ ____ _____ ___ _______ ______ ___ ___ ________ ____ ______ _____ ____ ___ _______ _____ ______ ____ _____ ___ _______ ______ ___ ___ ________ ____ ______ _____ ____ ___ _______ _____ ______ ____ _____ ___ _______ ______ ___ ___ ________ ____ ______ _____ ____ ___ _______ _____ ______ ____ _____ ___ _______ ______ ___ ___ ________ ____ ______ _____ ____ ___ _______ _____ ______ ____ _____ ___ _______ ______ ___ ___ ________ ____ ______ _____ ____ ___ _______ _____ ______ ____ _____ ___ _______ ______ ___ ___ ________ ____ ______ _____ ____ ___ _______ _____ ______ ____ _____ ___ _______ ______ ___ ___ ________ ____ ______ _____ ____ ___ _______ _____ ______ ____ _____ ___ _______ ______ ___ ___ ________ ____ ______ _____ ____ ___ _______ _____ ______ ____ _____ ___ _______ ______ ___ ___ ________ ____ ______ _____ ____ ___ _______ _____ ______ ____ _____ ___ _______ ______ ___ ___ ________ ____ ______ _____ ____ ___ _______ _____ ______ ____ _____ ___ _______ ______ ___ ___ ________ Η ΟΜΙΛΙΑ ΤΟΥ κ. ΜΑΡΚΕΖΙΝΗ ____ ______ ____ _____ ___ _______ ______ ___ ___ ________ ____ ______ _____ ____ ___ _______ _____ ______ ____ _____ ___ _______ ______ ___ ___ ________ ____ ______ _____ ____ ___ _______ _____ ______ ____ _____ ___ _______ ______ ___ ___ ________ ____ ______ _____ ____ ___ _______ _____ ______ ____ _____ ___ _______ ______ ___ ___ ________ ____ ______ _____ ____ ___ _______ _____ ______ ____ _____ ___ _______ ______ ___ ___ ________ ____ ______ _____ ____ ___ _______ _____ ______ ____ _____ ___ _______ ______ ___ ___ ________ ____ ______ _____ ____ ___ _______ _____ ______ ____ _____ ___ _______ ______ ___ ___ ________ ____ ______ _____ ____ ___ _______ _____ ______ ____ _____ ___ _______ ______ ___ ___ ________ ____ ______ _____ ____ ___ _______ _____ ______ ____ _____ ___ _______ ______ ___ ___ ________ ____ ______ _____ ____ ___ _______ _____ ______ ____ _____ ___ _______ ______ ___ ___ ________ ____ ______ _____ ____ ___ _______ _____ ______ ____ _____ ___ _______ ______ ___ ___ ________ ____ ______ _____ ____ ___ _______ _____ ______ ____ _____ ___ _______ ______ ___ ___ ________ ____ ______ _____ ____ ___ _______ _____ ______ ____ _____ ___ _______ ______ ___ ___ ________ ____ ______ _____ ____ ___ _______ _____ ______ ____ _____ ___ _______ ______ ___ ___ ________ ____ ______ _____ ____ ___ _______ _____ ______ ____ _____ ___ _______ ______ ___ ___ ________ ____ ______ _____ ____ ___ _______ _____ ______ ____ _____ ___ _______ ______ ___ ___ ________ ____ ______ _____ ____ ___ _______ _____ ______ ____ _____ ___ _______ ______ ___ ___ ________ Η ΕΝΙΣΧΥΜΕΝΗ ΑΝΑΛΟΓΙΚΗ ____ ______ ____ _____ ___ _______ ______ ___ ___ ________ ____ ______ _____ ____ ___ _______ _____ ______ ____ _____ ___ _______ ______ ___ ___ ________ ____ ______ _____ ____ ___ _______ _____ ______ ____ _____ ___ _______ ______ ___ ___ ________ ____ ______ _____ ____ ___ _______ _____ ______ ____ _____ ___ _______ ______ ___ ___ ________ ____ ______ _____ ____ ___ _______ _____ ______ ____ _____ ___ _______ ______ ___ ___ ________ ____ ______ _____ ____ ___ _______ _____ ______ ____ _____ ___ _______ ______ ___ ___ ________ ____ ______ _____ ____ ___ _______ _____ ______ ____ _____ ___ _______ ______ ___ ___ ________ ____ ______ _____ ____ ___ _______ _____ ______ ____ _____ ___ _______ ______ ___ ___ ________ ____ ______ _____ ____ ___ _______ _____ ______ ____ _____ ___ _______ ______ ___ ___ ________ ____ ______ _____ ____ ___ _______ _____ ______ ____ _____ ___ _______ ______ ___ ___ ________ ____ ______ _____ ____ ___ _______ _____ ______ ____ _____ ___ _______ ______ ___ ___ ________ ____ ______ _____ ____ ___ _______ _____ ______ ____ _____ ___ _______ ______ ___ ___ ________ ΨΗΦΟΙ ΤΗΣ ΑΡΙΣΤΕΡΑΣ ____ ______ ____ _____ ___ _______ ______ ___ ___ ________ ____ ______ _____ ____ ___ _______ _____ ______ ____ _____ ___ _______ ______ ___ ___ ________ ____ ______ _____ ____ ___ _______ _____ ______ ____ _____ ___ _______ ______ ___ ___ ________ ____ ______ _____ ____ ___ _______ _____ ______ ____ _____ ___ _______ ______ ___ ___ ________ ____ ______ _____ ____ ___ _______ _____ ______ ____ _____ ___ _______ ______ ___ ___ ________ ____ ______ _____ ____ ___ _______ _____ ______ ____ _____ ___ _______ ______ ___ ___ ________ ____ ______ _____ ____ ___ _______ _____ ______ ____ _____ ___ _______ ______ ___ ___ ________ ____ ______ _____ ____ ___ _______ _____ ______ ____ _____ ___ _______ ______ ___ ___ ________ ____ ______ _____ ____ ___ _______ _____ ______ ____ _____ ___ _______ ______ ___ ___ ________ ____ ______ _____ ____ ___ _______ _____ ______ ____ _____ ___ _______ ______ ___ ___ ________ ____ ______ _____ ____ ___ _______ _____ ______ ____ _____ ___ _______ ______ ___ ___ ________ ____ ______ _____ ____ ___ _______ _____ ______ ____ _____ ___ _______ ______ ___ ___ ________ ____ ______ _____ ____ ___ _______ _____ ______ ____ _____ ___ _______ ______ ___ ___ ________ ____ ______ _____ ____ ___ _______ _____ ______ ____ _____ ___ _______ ______ ___ ___ ________ ____ ______ _____ ____ ___ _______ _____ ______ ____ _____ ___ _______ ______ ___ ___ ________ ____ ______ _____ ____ ___ _______ _____ ______ ____ _____ ___ _______ ______ ___ ___ ________ ____ ______ _____ ____ ___ _______ _____ ______ ____ _____ ___ _______ ______ ___ ___ ________ ____ ______ _____ ____ ___ _______ _____ ______ ____ _____ ___ _______ ______ ___ ___ ________ ____ ______ _____ ____ ___ _______ _____ ______ ____ _____ ___ _______ ______ ___ ___ ________ ____ ______ _____ ____ ___ _______ _____ ______ ____ _____ ___ _______ ______ ___ ___ ________ xyxy=(633,315,1165,998)
article-body: ΗΡΑΚΛΕΙΟΝ, 25.— ____ ______ ____ _____ ___ _______ ______ ___ ___ ________ ____ ______ _____ ____ ___ _______ _____ ______ ____ _____ ___ _______ ______ ___ ___ ________ ____ ______ _____ ____ ___ _______ _____ ______ ____ _____ ___ _______ ______ ___ ___ ________ ____ ______ _____ ____ ___ _______ _____ ______ ____ _____ ___ _______ ______ ___ ___ ________ ____ ______ _____ ____ ___ _______ _____ ______ ____ _____ ___ _______ ______ ___ ___ ________ ____ ______ _____ ____ ___ _______ _____ ______ ____ _____ ___ _______ ______ ___ ___ ________ ____ ______ _____ ____ ___ _______ _____ ______ ____ _____ ___ _______ ______ ___ ___ ________ ____ ______ _____ ____ ___ _______ _____ ______ ____ _____ ___ _______ ______ ___ ___ ________ ____ ______ _____ ____ ___ _______ _____ ______ ____ _____ ___ _______ ______ ___ ___ ________ ____ ______ _____ ____ ___ _______ _____ ______ ____ _____ ___ _______ ______ ___ ___ ________ ____ ______ _____ ____ ___ _______ _____ ______ ____ _____ ___ _______ ______ ___ ___ ________ ____ ______ _____ ____ ___ _______ _____ ______ ____ _____ ___ _______ ______ ___ ___ ________ ____ ______ _____ ____ ___ _______ _____ ______ ____ _____ ___ _______ ______ ___ ___ ________ ____ ______ _____ ____ ___ _______ _____ ______ ____ _____ ___ _______ ______ ___ ___ ________ ____ ______ _____ ____ ___ _______ _____ ______ ____ _____ ___ _______ ______ ___ ___ ________ ____ ______ _____ ____ ___ _______ _____ ______ ____ _____ ___ _______ ______ ___ ___ ________ ____ ______ _____ ____ ___ _______ _____ ______ ____ _____ ___ _______ ______ ___ ___ ________ ____ ______ _____ ____ ___ _______ _____ ______ ____ _____ ___ _______ ______ ___ ___ ________ ____ ______ _____ ____ ___ _______ _____ ______ ____ _____ ___ _______ ______ ___ ___ ________ ____ ______ _____ ____ ___ _______ _____ ______ ____ _____ ___ _______ ______ ___ ___ ________ ____ ______ _____ ____ ___ _______ _____ ______ ____ _____ ___ _______ ______ ___ ___ ________ ____ ______ _____ ____ ___ _______ _____ ______ ____ _____ ___ _______ ______ ___ ___ ________ ____ ______ _____ ____ ___ _______ _____ ______ ____ _____ ___ _______ ______ ___ ___ ________ ____ ______ _____ ____ ___ _______ ΕΡΩΤΗΣΙΣ ΔΙΑ ΤΗΝ ΑΝΤΑΛΛΑΞΙΜΑ ____ ______ ____ _____ ___ _______ ______ ___ ___ ________ ____ ______ _____ ____ ___ _______ _____ ______ ____ _____ ___ _______ ______ ___ ___ ________ ____ ______ _____ ____ ___ _______ _____ ______ ____ _____ ___ _______ ______ ___ ___ ________ ____ ______ _____ ____ ___ _______ _____ ______ ____ _____ ___ _______ ______ ___ ___ ________ ____ ______ _____ ____ ___ _______ _____ ______ ____ _____ ___ _______ ______ ___ ___ ________ ____ ______ _____ ____ ___ _______ _____ ______ ____ _____ ___ _______ ______ ___ ___ ________ ____ ______ _____ ____ ___ _______ _____ ______ ____ _____ ___ _______ ______ ___ ___ ________ ____ ______ _____ ____ ___ _______ _____ ______ ____ _____ ___ _______ ______ ___ ___ ________ ____ ______ _____ ____ ___ _______ _____ ______ ____ _____ ___ _______ ______ ___ ___ ________ ____ ______ _____ ____ ___ _______ _____ ______ ____ _____ ___ _______ ______ ___ ___ ________ ____ ______ _____ ____ ___ _______ _____ ______ ____ _____ ___ _______ ______ ___ ___ ________ ____ ______ _____ ____ ___ _______ _____ ______ ____ _____ ___ _______ ______ ___ ___ ________ ____ ______ _____ ____ ___ _______ _____ ______ ____ _____ ___ _______ ______ ___ ___ ________ xyxy=(12,568,410,1036)
column-second xyxy=(426,28,617,2335)
article-body: ΜΟΣΧΑ, 25. (Αγωσ).— ____ ______ ____ _____ ___ _______ ______ ___ ___ ________ ____ ______ _____ ____ ___ _______ _____ ______ ____ _____ ___ _______ ______ ___ ___ ________ ____ ______ _____ ____ ___ _______ _____ ______ ____ _____ ___ _______ ______ ___ ___ ________ ____ ______ _____ ____ ___ _______ _____ ______ ____ _____ ___ _______ ______ ___ ___ ________ ____ ______ _____ ____ ___ _______ _____ ______ ____ _____ ___ _______ ______ ___ ___ ________ ____ ______ _____ ____ ___ _______ _____ ______ ____ _____ ___ _______ ______ ___ ___ ________ xyxy=(1181,1385,1553,1475)
headline: ΔΕΚΑ ΒΟΜΒΑΙ ΕΞΕΡΡΑΓΗΣΑΝ ΤΗΝ ΝΥΚΤΑ ΕΙΣ ΤΗΝ ΑΒΑΝΑΝ xyxy=(1181,2088,1553,2189)
dateline: ΜΑΔΡΙΤΗ, 25. (Ρώϋτερ).— xyxy=(1193,1846,1338,1858)
headline: ΣΠΕΙΡΑ ΚΑΤΕΣΚΕΥΑΖΕ ΚΑΙ ΕΠΩΛΕΙ ΕΙΣ ΠΕΙΡΑΙΑ ΠΟΣΟΤΗΤΑΣ ΝΟΘΕΥΜΕΝΩΝ ΜΠΛΑΡΙΚΩΝ xyxy=(33,1993,389,2058)
dateline: ΒΕΛΙΓΡΑΔΙΟΝ, 25. (Ασσ. Πρές).— xyxy=(438,336,617,348)
dateline: ΑΒΑΝΑ, 25. (Ασσ. Πρές).— xyxy=(1193,2193,1339,2205)
story-rome xyxy=(1181,29,1553,537)
headline: ΟΞΕΙΣ ΔΙΑΞΙΦΙΣΜΟΙ ΜΕΤΑ ΤΟΥ k. ΠΑΠΑΝΔΡΕΟΥ xyxy=(633,251,1165,313)
story-agricultural-pensions xyxy=(12,1080,410,1588)
article-body: ΑΒΑΝΑ, 25. (Ασσ. Πρές).— ____ ______ ____ _____ ___ _______ ______ ___ ___ ________ ____ ______ _____ ____ ___ _______ _____ ______ ____ _____ ___ _______ ______ ___ ___ ________ ____ ______ _____ ____ ___ _______ _____ ______ ____ _____ ___ _______ ______ ___ ___ ________ ____ ______ _____ ____ ___ _______ _____ ______ ____ _____ ___ _______ ______ ___ ___ ________ ΕΙΣ ΤΗΝ ΝΙΚΑΡΑΓΟΥΑΝ ΑΒΑΝΑ, 25. (Ασσ. Πρές).— ____ ______ ____ _____ ___ _______ ______ ___ ___ ________ xyxy=(1181,2193,1553,2280)
headline: ΝΕΟΝ ΑΤΟΜΙΚΟΝ ΕΡΓΟΣΤΑΣΙΟΝ ΕΙΣ ΤΗΝ ΑΓΓΛΙΑΝ xyxy=(428,1771,615,1800)
article-body: ΝΕΑ ΥΟΡΚΗ, 25. (Ασσ. Πρές).— ____ ______ ____ _____ ___ _______ ______ ___ ___ ________ ____ ______ _____ ____ ___ _______ _____ ______ ____ _____ ___ _______ ______ ___ ___ ________ ____ ______ _____ ____ ___ _______ _____ ______ ____ _____ ___ _______ ______ ___ ___ ________ ____ ______ _____ ____ ___ _______ _____ ______ ____ _____ ___ _______ ______ ___ ___ ________ xyxy=(426,1178,617,1290)
article-body: ΜΑΔΡΙΤΗ, 25. (Ρώϋτερ).— ____ ______ ____ _____ ___ _______ ______ ___ ___ ________ ____ ______ _____ ____ ___ _______ _____ ______ ____ _____ ___ _______ ______ ___ ___ ________ ____ ______ _____ ____ ___ _______ _____ ______ ____ _____ ___ _______ ______ ___ ___ ________ ΚΑΤΑ ΤΗΣ ΑΓΟΡΚΡΙΣΙΑΣ ____ ______ ____ _____ ___ _______ ______ ___ ___ ________ ____ ______ _____ ____ ___ _______ _____ ______ ____ _____ ___ _______ ______ ___ ___ ________ ____ ______ _____ ____ ___ _______ _____ ______ ____ _____ ___ _______ ______ ___ ___ ________ xyxy=(1181,1844,1553,1941)
article-body: ΑΘΗΝΑΙ, 25.— ____ ______ ____ _____ ___ _______ ______ ___ ___ ________ ____ ______ _____ ____ ___ _______ _____ ______ ____ _____ ___ _______ ______ ___ ___ ________ ____ ______ _____ ____ ___ _______ _____ ______ ____ _____ ___ _______ ______ ___ ___ ________ ____ ______ _____ ____ ___ _______ _____ ______ ____ _____ ___ _______ ______ ___ ___ ________ ____ ______ _____ ____ ___ _______ _____ ______ ____ _____ ___ _______ ______ ___ ___ ________ xyxy=(426,752,617,876)
article-body: ΒΟΝΝΗ, 25. (Ασσ. Πρές).— ____ ______ ____ _____ ___ _______ ______ ___ ___ ________ ____ ______ _____ ____ ___ _______ _____ ______ ____ _____ ___ _______ ______ ___ ___ ________ ____ ______ _____ ____ ___ _______ _____ ______ ____ _____ ___ _______ ______ ___ ___ ________ ____ ______ _____ ____ ___ _______ _____ ______ ____ _____ ___ _______ ______ ___ ___ ________ ____ ______ _____ ____ ___ _______ _____ ______ ____ _____ ___ _______ ______ ___ ___ ________ ____ ______ _____ ____ ___ _______ _____ ______ ____ _____ ___ _______ ______ ___ ___ ________ ____ ______ _____ ____ ___ _______ _____ ______ ____ _____ ___ _______ ______ ___ ___ ________ ____ ______ _____ ____ ___ _______ _____ ______ ____ _____ ___ _______ ______ ___ ___ ________ ____ ______ _____ ____ ___ _______ _____ ______ ____ _____ ___ _______ ______ ___ ___ ________ ____ ______ _____ ____ ___ _______ _____ ______ ____ _____ ___ _______ ______ ___ ___ ________ xyxy=(633,2132,1165,2234)
headline: ΝΗΠΙΟΝ ΕΚΑΗ ΖΩΝ ΕΠΙ ΤΗΣ ΚΛΙΝΗΣ ΤΟΥ ΕΚ ΠΥΡΑΣ ΑΝΑΦΘΕΙΣΗΣ ΧΑΡΙΝ ΠΑΙΔΙΑΣ ΥΠΟ ΤΟΥ ΤΕΤΡΑΕΤΟΥΣ ΑΔΕΛΦΟΥ ΤΟΥ!... xyxy=(24,1605,398,1669)
article-body: ΛΟΝΔΙΝΟΝ, 25. (Ασσ. Πρές).— ____ ______ ____ _____ ___ _______ ______ ___ ___ ________ ____ ______ _____ ____ ___ _______ _____ ______ ____ _____ ___ _______ ______ ___ ___ ________ ____ ______ _____ ____ ___ _______ _____ ______ ____ _____ ___ _______ ______ ___ ___ ________ ____ ______ _____ ____ ___ _______ _____ ______ ____ _____ ___ _______ ______ ___ ___ ________ ____ ______ _____ ____ ___ _______ _____ ______ ____ _____ ___ _______ ______ ___ ___ ________ ____ ______ _____ ____ ___ _______ _____ ______ ____ _____ ___ _______ ______ ___ ___ ________ xyxy=(426,1803,617,1960)
dateline: ΜΠΟΦΡΟΡ, 25. (Ασσ. Πρές).— xyxy=(438,549,596,561)
story-france-atom xyxy=(426,1307,617,1502)
story-cyprus xyxy=(633,1549,1165,2037)
headline: ΜΕΤΑΛΛΕΙΟΚΤΗΤΑΙ ΒΕΡΡΟΙΑΣ ΕΚΦΡΑΖΟΥΝ ΤΑ ΠΑΡΑΠΟΝΑ ΤΩΝ ΔΙΚΑΙΩΜΑΤΩΝ ΤΩΝ xyxy=(433,2003,611,2046)
dateline: ΡΩΜΗ, 25. (Ρώϋτερ).— xyxy=(1193,170,1332,182)
story-new-guinea xyxy=(1181,1623,1553,1789)
article-body: ΑΘΗΝΑΙ, 25.— ____ ______ ____ _____ ___ _______ ______ ___ ___ ________ ____ ______ _____ ____ ___ _______ _____ ______ ____ _____ ___ _______ ______ ___ ___ ________ ____ ______ _____ ____ ___ _______ _____ ______ ____ _____ ___ _______ ______ ___ ___ ________ xyxy=(426,2049,617,2128)
headline: ΚΑΤΑΠΙΕΣΕΙΣ ΤΩΝ ΟΜΟΕΘΝΩΝ ΤΩΝ ΥΠΟ ΤΟΥ ΕΛΛΗΝΙΚΟΥ ΣΤΟΙΧΕΙΟΥ ΒΛΕΠΟΥΝ ΕΙΣ ΚΥΠΡΟΝ ΟΙ ΤΟΥΡΚΟΙ xyxy=(633,1549,967,1653)
headline: Ο κ. Σ. ΒΕΝΙΖΕΛΟΣ ΔΙΑ ΤΟ ΣΥΣΤΗΜΑ ΤΟΥ 1958 xyxy=(648,1023,1151,1087)
dateline: ΑΘΗΝΑΙ, 25.— xyxy=(23,1170,102,1182)
headline: ΣΥΝΘΗΚΗ ΕΛΛΗΝΟΒΟΥΛΓΑΡΙΚΗΣ ΣΥΜΦΩΝΙΑΣ ΠΡΟΣ ΔΗΜΙΟΥΡΓΙΑΝ «ΖΩΝΗΣ ΕΙΡΗΝΗΣ» ΥΠΟΔΕΙΚΝΥΕΙ Η ΜΟΣΧΑ ΠΡΟΣ ΤΗΝ ΕΛΛΑΔΑ xyxy=(1198,1061,1537,1111)
subheadline: ΟΙ ΠΥΡΟΒΟΛΟΥΝ xyxy=(1413,810,1512,824)
headline: ΑΙ ΟΙΚΟΝΟΜΙΚΑΙ ΔΙΑΦΟΡΑΙ ΑΥΣΤΡΙΑΣ - ΓΙΟΥΓΚΟΣΛΑΒΙΑΣ ΔΙΗΥΘΕΤΗΘΗΣΑΝ xyxy=(437,1519,607,1562)
headline: Ο k. ΜΑΡΚΕΖΙΝΗΣ ΥΠΕΡ ΤΗΣ ΑΝΑΛΟΓΙΚΗΣ xyxy=(633,179,1165,247)
column-rule xyxy=(418,29,419,2315)
dateline: ΑΘΗΝΑΙ, 25. — xyxy=(645,315,727,327)
article-body: ΧΑΓΗ, 25. (Ασσ. Πρές).— ____ ______ ____ _____ ___ _______ ______ ___ ___ ________ ____ ______ _____ ____ ___ _______ _____ ______ ____ _____ ___ _______ ______ ___ ___ ________ ____ ______ _____ ____ ___ _______ _____ ______ ____ _____ ___ _______ ______ ___ ___ ________ xyxy=(1181,1662,1553,1708)
story-postal-loans xyxy=(426,707,617,893)
dateline: ΜΟΣΧΑ, 25. (Ιδ. Ανταπ.).— xyxy=(1193,1116,1339,1128)
headline: ΤΟ ΖΗΤΗΜΑ ΤΗΣ ΔΥΤΙΚΗΣ ΝΕΑΣ ΓΟΥΪΝΕΑΣ ΘΑ ΤΕΘΗ ΕΝΩΠΙΟΝ ΤΩΝ ΗΝΩΜΕΝΩΝ ΕΘΝΩΝ xyxy=(1200,1623,1535,1657)
